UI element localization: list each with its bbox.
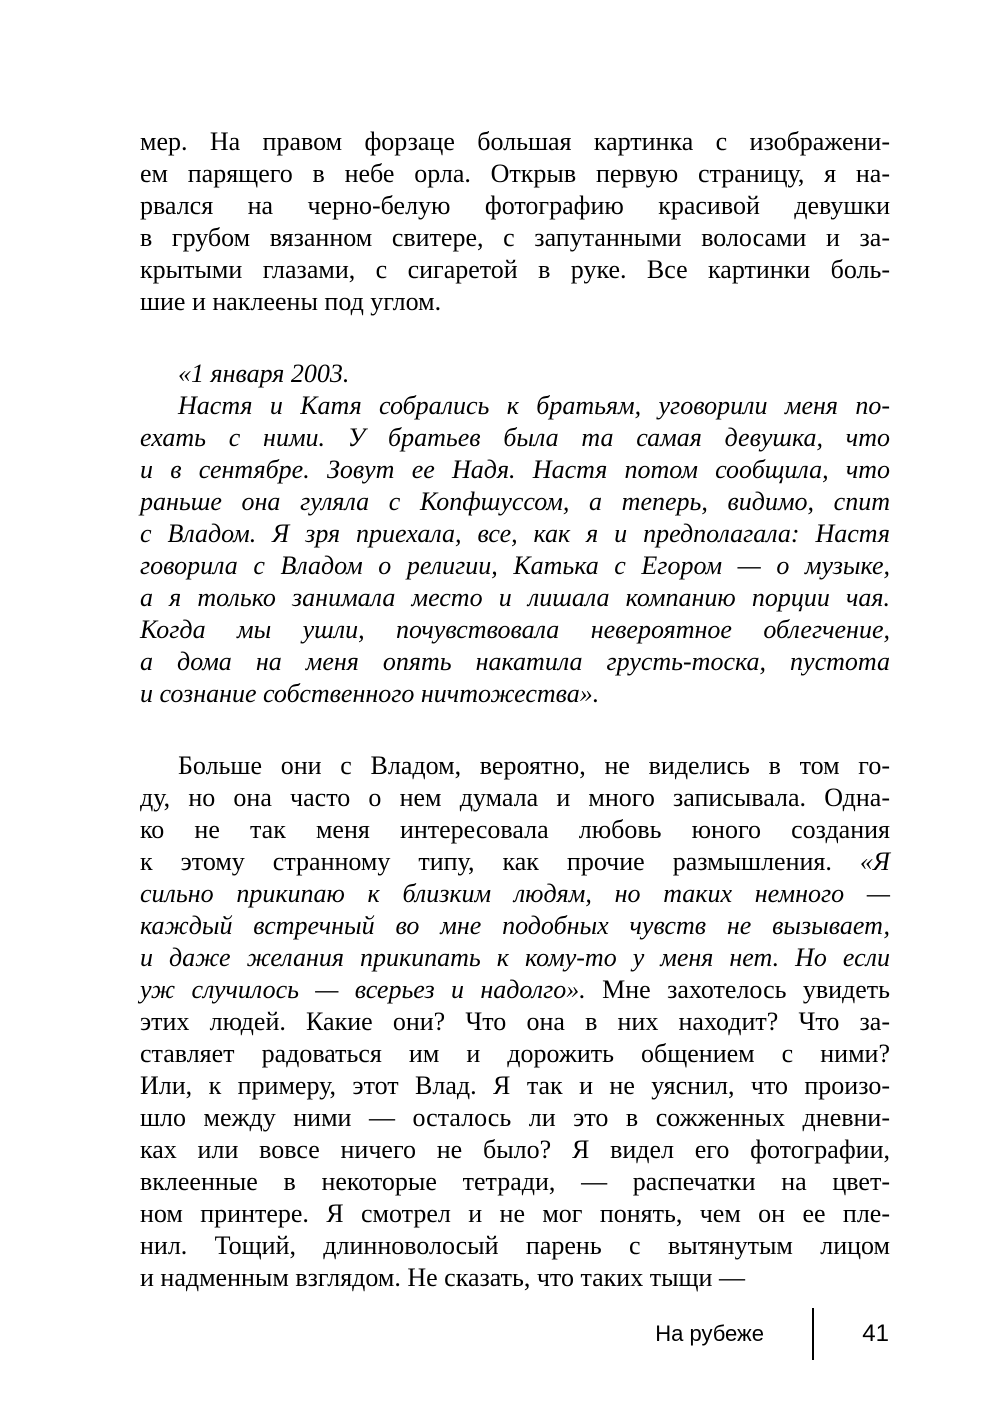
text-line <box>140 910 890 942</box>
regular-text: шие и наклеены под углом. <box>140 287 442 316</box>
italic-text: Настя и Катя собрались к братьям, уговорили меня по- <box>178 391 890 420</box>
text-line <box>140 1038 890 1070</box>
text-line <box>140 1230 890 1262</box>
closing-paragraph <box>140 750 890 1294</box>
regular-text: ках или вовсе ничего не было? Я видел его фотографии, <box>140 1135 890 1164</box>
italic-text: «Я <box>859 847 890 876</box>
text-line <box>140 422 890 454</box>
text-line <box>140 1006 890 1038</box>
italic-text: и в сентябре. Зовут ее Надя. Настя потом сообщила, что <box>140 455 890 484</box>
text-line <box>140 390 890 422</box>
text-line <box>140 614 890 646</box>
regular-text: мер. На правом форзаце большая картинка с изображени- <box>140 127 890 156</box>
text-line <box>140 518 890 550</box>
text-line <box>140 126 890 158</box>
regular-text: ном принтере. Я смотрел и не мог понять, чем он ее пле- <box>140 1199 890 1228</box>
text-line <box>140 646 890 678</box>
text-line <box>140 550 890 582</box>
regular-text: вклеенные в некоторые тетради, — распечатки на цвет- <box>140 1167 890 1196</box>
footer-divider <box>812 1308 814 1360</box>
text-line <box>140 750 890 782</box>
text-line <box>140 942 890 974</box>
regular-text: рвался на черно-белую фотографию красивой девушки <box>140 191 890 220</box>
text-line <box>140 1070 890 1102</box>
text-line <box>140 358 890 390</box>
italic-text: с Владом. Я зря приехала, все, как я и предполагала: Настя <box>140 519 890 548</box>
regular-text: ставляет радоваться им и дорожить общением с ними? <box>140 1039 890 1068</box>
italic-text: и сознание собственного ничтожества». <box>140 679 600 708</box>
text-line <box>140 222 890 254</box>
text-line <box>140 254 890 286</box>
text-line <box>140 846 890 878</box>
regular-text: ем парящего в небе орла. Открыв первую страницу, я на- <box>140 159 890 188</box>
regular-text: и надменным взглядом. Не сказать, что таких тыщи — <box>140 1263 745 1292</box>
regular-text: в грубом вязанном свитере, с запутанными волосами и за- <box>140 223 890 252</box>
text-line <box>140 1134 890 1166</box>
text-line <box>140 582 890 614</box>
page-number: 41 <box>862 1320 889 1347</box>
text-line <box>140 1102 890 1134</box>
running-title: На рубеже <box>655 1321 764 1346</box>
regular-text: ду, но она часто о нем думала и много записывала. Одна- <box>140 783 890 812</box>
text-line <box>140 782 890 814</box>
regular-text: ко не так меня интересовала любовь юного создания <box>140 815 890 844</box>
text-line <box>140 158 890 190</box>
regular-text: Больше они с Владом, вероятно, не виделись в том го- <box>178 751 890 780</box>
italic-text: «1 января 2003. <box>178 359 350 388</box>
text-line <box>140 814 890 846</box>
italic-text: сильно прикипаю к близким людям, но таких немного — <box>140 879 890 908</box>
text-line <box>140 286 890 318</box>
text-line <box>140 878 890 910</box>
italic-text: раньше она гуляла с Копфшуссом, а теперь, видимо, спит <box>140 487 890 516</box>
opening-paragraph <box>140 126 890 318</box>
text-line <box>140 486 890 518</box>
text-line <box>140 974 890 1006</box>
italic-text: говорила с Владом о религии, Катька с Егором — о музыке, <box>140 551 890 580</box>
diary-quote <box>140 358 890 710</box>
regular-text: шло между ними — осталось ли это в сожженных дневни- <box>140 1103 890 1132</box>
text-line <box>140 1166 890 1198</box>
italic-text: а дома на меня опять накатила грусть-тоска, пустота <box>140 647 890 676</box>
regular-text: к этому странному типу, как прочие размышления. <box>140 847 860 876</box>
text-line <box>140 454 890 486</box>
text-line <box>140 1262 890 1294</box>
regular-text: крытыми глазами, с сигаретой в руке. Все картинки боль- <box>140 255 890 284</box>
italic-text: каждый встречный во мне подобных чувств не вызывает, <box>140 911 890 940</box>
italic-text: и даже желания прикипать к кому-то у меня нет. Но если <box>140 943 890 972</box>
italic-text: а я только занимала место и лишала компанию порции чая. <box>140 583 890 612</box>
regular-text: Мне захотелось увидеть <box>585 975 891 1004</box>
regular-text: Или, к примеру, этот Влад. Я так и не уяснил, что произо- <box>140 1071 890 1100</box>
text-line <box>140 678 890 710</box>
italic-text: уж случилось — всерьез и надолго». <box>140 975 586 1004</box>
italic-text: ехать с ними. У братьев была та самая девушка, что <box>140 423 890 452</box>
text-content <box>140 126 890 1294</box>
text-line <box>140 1198 890 1230</box>
page-footer <box>655 1308 889 1360</box>
regular-text: этих людей. Какие они? Что она в них находит? Что за- <box>140 1007 890 1036</box>
text-line <box>140 190 890 222</box>
regular-text: нил. Тощий, длинноволосый парень с вытянутым лицом <box>140 1231 890 1260</box>
italic-text: Когда мы ушли, почувствовала невероятное облегчение, <box>140 615 890 644</box>
